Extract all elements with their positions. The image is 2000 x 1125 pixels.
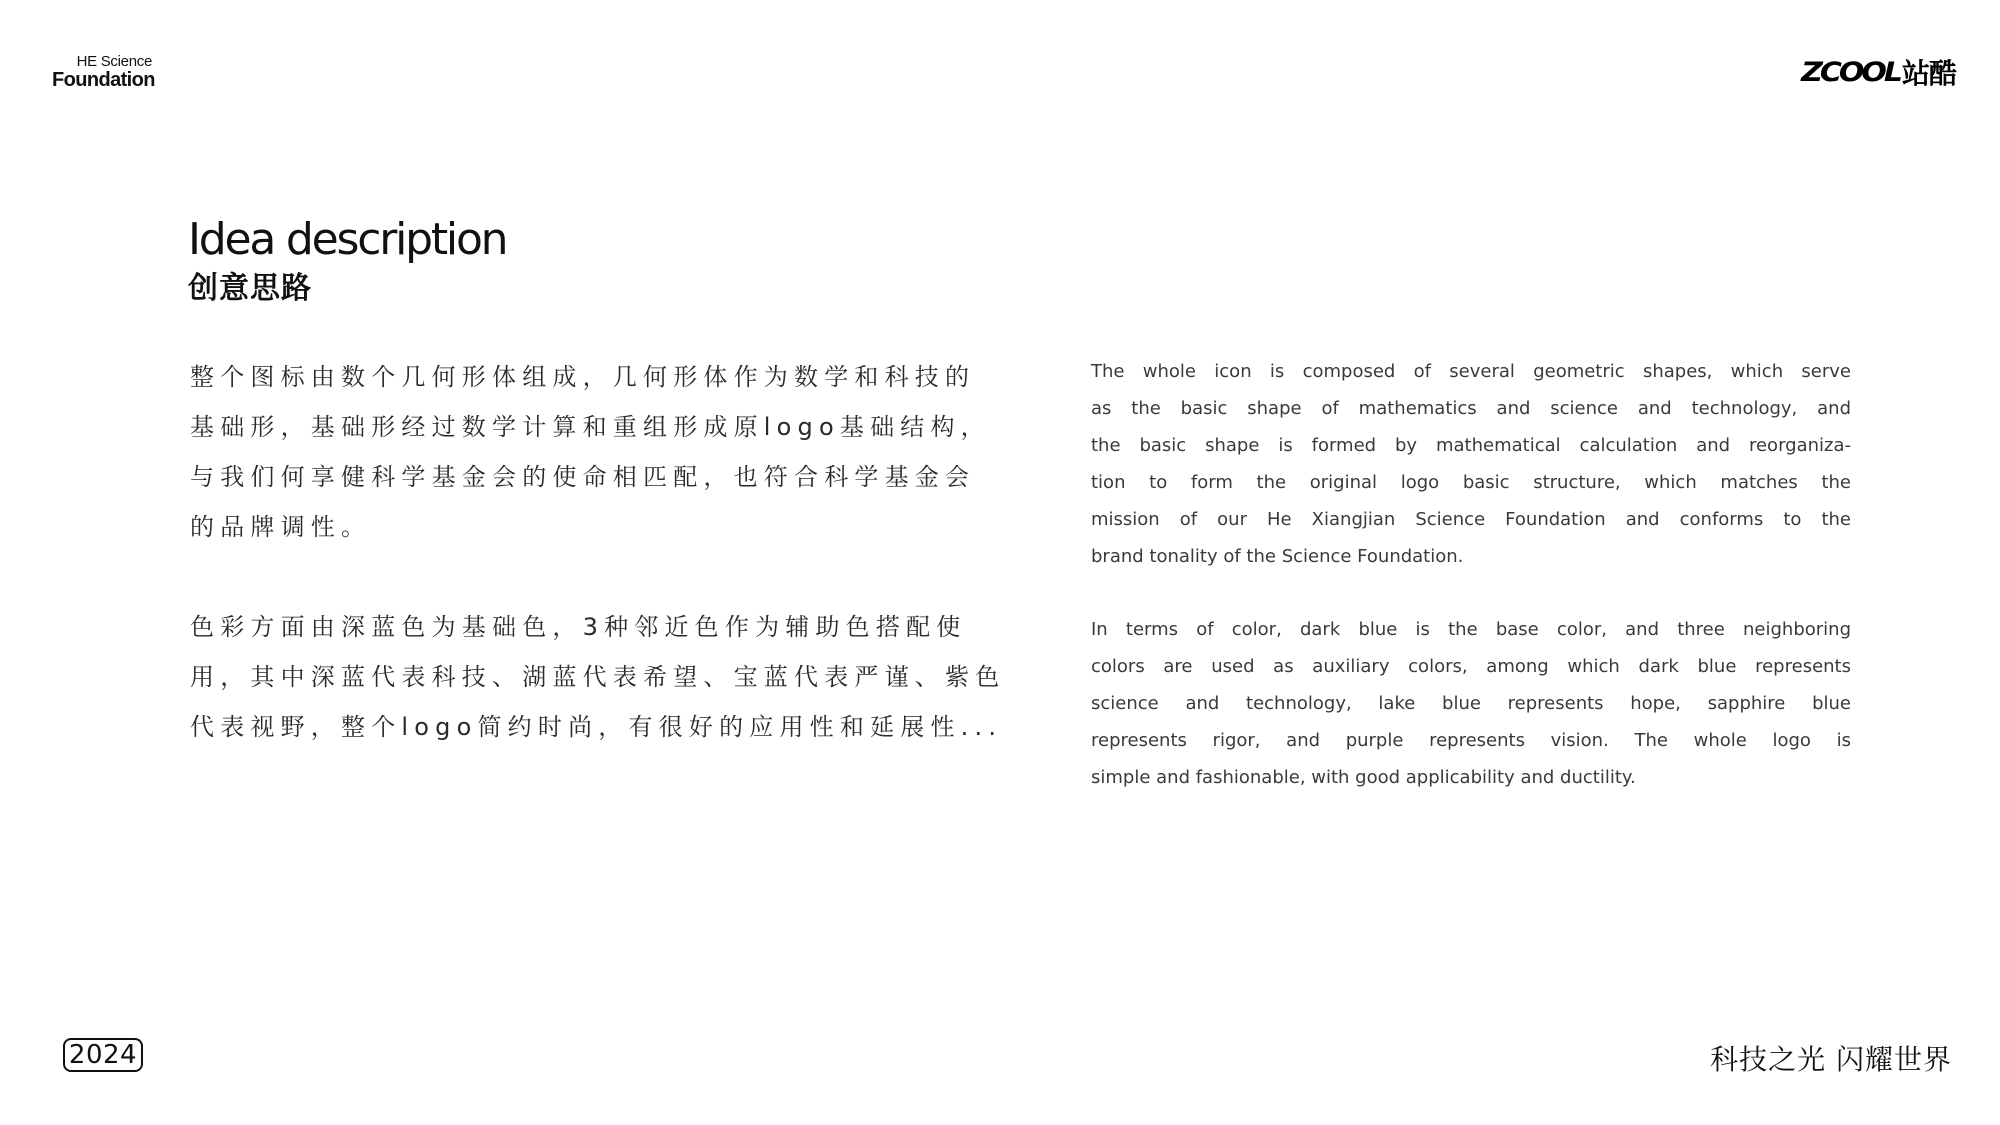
brand-line-2: Foundation bbox=[52, 69, 155, 91]
en-paragraph-1 bbox=[1091, 353, 1851, 575]
zcool-logo bbox=[1801, 56, 1956, 88]
year-badge: 2024 bbox=[63, 1038, 143, 1072]
en-line: science and technology, lake blue represents hope, sapphire blue bbox=[1091, 693, 1851, 714]
cn-line: 与我们何享健科学基金会的使命相匹配，也符合科学基金会 bbox=[190, 463, 976, 491]
zcool-logo-cjk: 站酷 bbox=[1901, 57, 1956, 90]
en-line: tion to form the original logo basic structure, which matches the bbox=[1091, 472, 1851, 493]
en-line: brand tonality of the Science Foundation. bbox=[1091, 546, 1464, 567]
cn-line: 基础形，基础形经过数学计算和重组形成原logo基础结构， bbox=[190, 413, 991, 441]
zcool-logo-latin: ZCOOL bbox=[1801, 56, 1900, 88]
cn-line: 代表视野，整个logo简约时尚，有很好的应用性和延展性... bbox=[190, 713, 1003, 741]
en-line: simple and fashionable, with good applicability and ductility. bbox=[1091, 767, 1636, 788]
en-line: as the basic shape of mathematics and science and technology, and bbox=[1091, 398, 1851, 419]
cn-line: 整个图标由数个几何形体组成，几何形体作为数学和科技的 bbox=[190, 363, 976, 391]
en-line: represents rigor, and purple represents vision. The whole logo is bbox=[1091, 730, 1851, 751]
cn-line: 的品牌调性。 bbox=[190, 513, 372, 541]
en-line: The whole icon is composed of several geometric shapes, which serve bbox=[1091, 361, 1851, 382]
en-line: the basic shape is formed by mathematical calculation and reorganiza- bbox=[1091, 435, 1851, 456]
chinese-description bbox=[190, 352, 1006, 752]
cn-line: 用，其中深蓝代表科技、湖蓝代表希望、宝蓝代表严谨、紫色 bbox=[190, 663, 1006, 691]
en-line: In terms of color, dark blue is the base color, and three neighboring bbox=[1091, 619, 1851, 640]
english-description bbox=[1091, 353, 1851, 796]
brand-line-1: HE Science bbox=[76, 53, 152, 70]
en-line: mission of our He Xiangjian Science Foundation and conforms to the bbox=[1091, 509, 1851, 530]
page-title-en: Idea description bbox=[188, 214, 507, 265]
cn-line: 色彩方面由深蓝色为基础色，3种邻近色作为辅助色搭配使 bbox=[190, 613, 967, 641]
en-paragraph-2 bbox=[1091, 611, 1851, 796]
page-title-cn: 创意思路 bbox=[188, 271, 312, 306]
he-science-foundation-logo bbox=[52, 53, 155, 91]
cn-paragraph-1 bbox=[190, 352, 991, 552]
slogan: 科技之光 闪耀世界 bbox=[1710, 1043, 1952, 1076]
en-line: colors are used as auxiliary colors, among which dark blue represents bbox=[1091, 656, 1851, 677]
cn-paragraph-2 bbox=[190, 602, 1006, 752]
